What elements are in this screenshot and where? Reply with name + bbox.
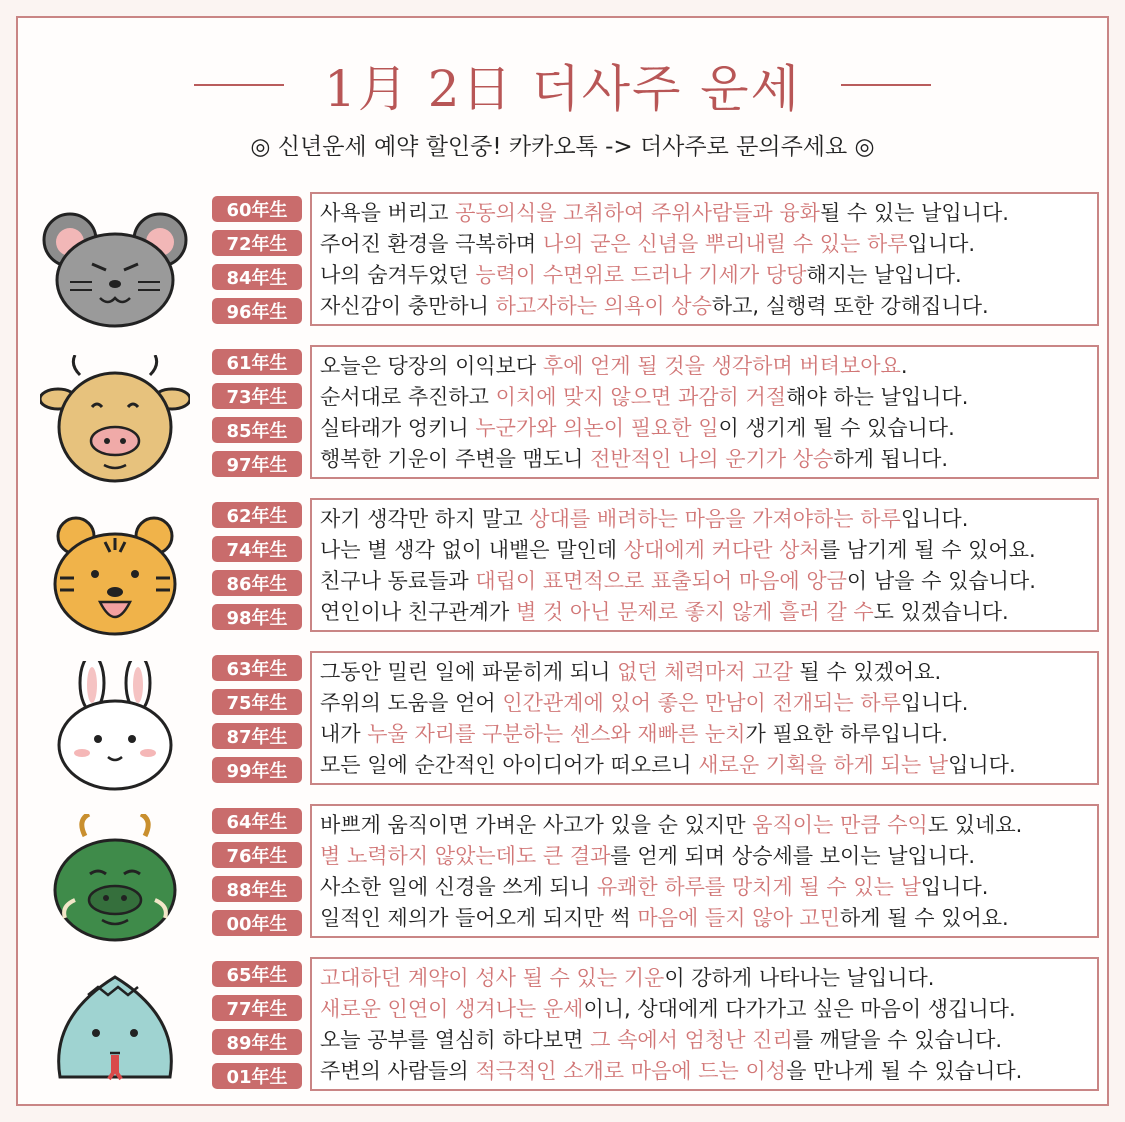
fortune-line bbox=[320, 810, 1089, 841]
fortune-text: 를 깨달을 수 있습니다. bbox=[792, 1028, 1003, 1052]
birth-year-badge: 86年生 bbox=[212, 570, 302, 596]
birth-year-badge: 00年生 bbox=[212, 910, 302, 936]
fortune-line bbox=[320, 597, 1089, 628]
fortune-text: 이니, 상대에게 다가가고 싶은 마음이 생깁니다. bbox=[583, 997, 1016, 1021]
fortune-text: 일적인 제의가 들어오게 되지만 썩 bbox=[320, 906, 638, 930]
fortune-line bbox=[320, 504, 1089, 535]
fortune-text: 행복한 기운이 주변을 맴도니 bbox=[320, 447, 591, 471]
birth-year-badge: 85年生 bbox=[212, 417, 302, 443]
fortune-text: 하게 됩니다. bbox=[833, 447, 949, 471]
fortune-highlight: 새로운 기획을 하게 되는 날 bbox=[698, 753, 949, 777]
fortune-text: 이 생기게 될 수 있습니다. bbox=[718, 416, 955, 440]
fortune-text: 해야 하는 날입니다. bbox=[786, 385, 969, 409]
birth-year-badge: 76年生 bbox=[212, 842, 302, 868]
fortune-highlight: 인간관계에 있어 좋은 만남이 전개되는 하루 bbox=[502, 691, 901, 715]
fortune-line bbox=[320, 291, 1089, 322]
fortune-line bbox=[320, 994, 1089, 1025]
fortune-highlight: 후에 얻게 될 것을 생각하며 버텨보아요 bbox=[542, 354, 901, 378]
fortune-row-tiger bbox=[0, 498, 1125, 640]
fortune-line bbox=[320, 872, 1089, 903]
fortune-text: 될 수 있겠어요. bbox=[792, 660, 942, 684]
birth-year-badge: 01年生 bbox=[212, 1063, 302, 1089]
birth-year-badge: 74年生 bbox=[212, 536, 302, 562]
fortune-text: 그동안 밀린 일에 파묻히게 되니 bbox=[320, 660, 618, 684]
birth-year-badge: 89年生 bbox=[212, 1029, 302, 1055]
fortune-highlight: 별 노력하지 않았는데도 큰 결과 bbox=[320, 844, 611, 868]
birth-year-badge: 60年生 bbox=[212, 196, 302, 222]
birth-year-badge: 77年生 bbox=[212, 995, 302, 1021]
fortune-highlight: 없던 체력마저 고갈 bbox=[617, 660, 793, 684]
snake-icon bbox=[40, 967, 190, 1097]
birth-year-badge: 61年生 bbox=[212, 349, 302, 375]
fortune-highlight: 적극적인 소개로 마음에 드는 이성 bbox=[475, 1059, 787, 1083]
fortune-highlight: 고대하던 계약이 성사 될 수 있는 기운 bbox=[320, 966, 665, 990]
rabbit-icon bbox=[40, 661, 190, 791]
fortune-line bbox=[320, 719, 1089, 750]
fortune-text: 이 강하게 나타나는 날입니다. bbox=[664, 966, 935, 990]
fortune-text: 오늘은 당장의 이익보다 bbox=[320, 354, 543, 378]
fortune-line bbox=[320, 382, 1089, 413]
fortune-text: 사욕을 버리고 bbox=[320, 201, 456, 225]
fortune-highlight: 그 속에서 엄청난 진리 bbox=[590, 1028, 793, 1052]
fortune-text: 입니다. bbox=[900, 507, 969, 531]
fortune-text: 순서대로 추진하고 bbox=[320, 385, 496, 409]
birth-year-badge: 62年生 bbox=[212, 502, 302, 528]
fortune-highlight: 상대를 배려하는 마음을 가져야하는 하루 bbox=[529, 507, 901, 531]
fortune-text: 내가 bbox=[320, 722, 368, 746]
birth-year-badge: 97年生 bbox=[212, 451, 302, 477]
dragon-icon bbox=[40, 814, 190, 944]
fortune-text: 나의 숨겨두었던 bbox=[320, 263, 476, 287]
fortune-text-box bbox=[310, 957, 1099, 1091]
birth-year-badge: 99年生 bbox=[212, 757, 302, 783]
page-subtitle: ◎ 신년운세 예약 할인중! 카카오톡 -> 더사주로 문의주세요 ◎ bbox=[250, 134, 875, 160]
fortune-text: 입니다. bbox=[907, 232, 976, 256]
birth-year-list bbox=[212, 349, 302, 485]
fortune-text: 하고, 실행력 또한 강해집니다. bbox=[711, 294, 989, 318]
fortune-text: 해지는 날입니다. bbox=[806, 263, 962, 287]
fortune-highlight: 능력이 수면위로 드러나 기세가 당당 bbox=[475, 263, 807, 287]
fortune-row-rabbit bbox=[0, 651, 1125, 793]
fortune-line bbox=[320, 351, 1089, 382]
birth-year-badge: 84年生 bbox=[212, 264, 302, 290]
fortune-text: 연인이나 친구관계가 bbox=[320, 600, 516, 624]
fortune-text: 를 얻게 되며 상승세를 보이는 날입니다. bbox=[610, 844, 976, 868]
fortune-text: 이 남을 수 있습니다. bbox=[846, 569, 1036, 593]
fortune-line bbox=[320, 566, 1089, 597]
fortune-text: 자신감이 충만하니 bbox=[320, 294, 496, 318]
birth-year-list bbox=[212, 196, 302, 332]
fortune-highlight: 마음에 들지 않아 고민 bbox=[637, 906, 840, 930]
birth-year-badge: 75年生 bbox=[212, 689, 302, 715]
fortune-text: 을 만나게 될 수 있습니다. bbox=[786, 1059, 1023, 1083]
birth-year-badge: 96年生 bbox=[212, 298, 302, 324]
ox-icon bbox=[40, 355, 190, 485]
fortune-text: 입니다. bbox=[900, 691, 969, 715]
fortune-text-box bbox=[310, 345, 1099, 479]
fortune-line bbox=[320, 229, 1089, 260]
fortune-highlight: 상대에게 커다란 상처 bbox=[623, 538, 820, 562]
birth-year-badge: 72年生 bbox=[212, 230, 302, 256]
fortune-text: 가 필요한 하루입니다. bbox=[745, 722, 949, 746]
birth-year-badge: 98年生 bbox=[212, 604, 302, 630]
fortune-highlight: 전반적인 나의 운기가 상승 bbox=[590, 447, 834, 471]
fortune-text-box bbox=[310, 498, 1099, 632]
fortune-text-box bbox=[310, 192, 1099, 326]
fortune-highlight: 공동의식을 고취하여 주위사람들과 융화 bbox=[455, 201, 820, 225]
fortune-highlight: 별 것 아닌 문제로 좋지 않게 흘러 갈 수 bbox=[515, 600, 874, 624]
fortune-line bbox=[320, 750, 1089, 781]
birth-year-list bbox=[212, 502, 302, 638]
fortune-highlight: 대립이 표면적으로 표출되어 마음에 앙금 bbox=[475, 569, 847, 593]
fortune-row-ox bbox=[0, 345, 1125, 487]
fortune-text: 모든 일에 순간적인 아이디어가 떠오르니 bbox=[320, 753, 699, 777]
fortune-line bbox=[320, 535, 1089, 566]
fortune-line bbox=[320, 1056, 1089, 1087]
page-title: 1月 2日 더사주 운세 bbox=[324, 60, 801, 118]
fortune-text: . bbox=[900, 354, 908, 378]
fortune-text: 나는 별 생각 없이 내뱉은 말인데 bbox=[320, 538, 624, 562]
fortune-highlight: 유쾌한 하루를 망치게 될 수 있는 날 bbox=[596, 875, 921, 899]
fortune-text: 주변의 사람들의 bbox=[320, 1059, 476, 1083]
fortune-line bbox=[320, 198, 1089, 229]
fortune-highlight: 하고자하는 의욕이 상승 bbox=[495, 294, 712, 318]
title-divider-right bbox=[841, 84, 931, 86]
fortune-line bbox=[320, 1025, 1089, 1056]
fortune-highlight: 누군가와 의논이 필요한 일 bbox=[475, 416, 719, 440]
fortune-text: 도 있겠습니다. bbox=[873, 600, 1009, 624]
fortune-text-box bbox=[310, 804, 1099, 938]
birth-year-list bbox=[212, 808, 302, 944]
fortune-row-rat bbox=[0, 192, 1125, 334]
fortune-highlight: 새로운 인연이 생겨나는 운세 bbox=[320, 997, 584, 1021]
title-divider-left bbox=[194, 84, 284, 86]
birth-year-badge: 64年生 bbox=[212, 808, 302, 834]
header bbox=[0, 50, 1125, 120]
fortune-line bbox=[320, 841, 1089, 872]
fortune-text: 도 있네요. bbox=[927, 813, 1023, 837]
fortune-text: 오늘 공부를 열심히 하다보면 bbox=[320, 1028, 591, 1052]
fortune-text: 주어진 환경을 극복하며 bbox=[320, 232, 543, 256]
fortune-text: 하게 될 수 있어요. bbox=[840, 906, 1009, 930]
rat-icon bbox=[40, 202, 190, 332]
fortune-row-snake bbox=[0, 957, 1125, 1099]
tiger-icon bbox=[40, 508, 190, 638]
fortune-highlight: 누울 자리를 구분하는 센스와 재빠른 눈치 bbox=[367, 722, 746, 746]
fortune-text: 될 수 있는 날입니다. bbox=[819, 201, 1009, 225]
fortune-text: 실타래가 엉키니 bbox=[320, 416, 476, 440]
fortune-line bbox=[320, 260, 1089, 291]
fortune-line bbox=[320, 688, 1089, 719]
birth-year-badge: 73年生 bbox=[212, 383, 302, 409]
fortune-text: 를 남기게 될 수 있어요. bbox=[819, 538, 1036, 562]
fortune-line bbox=[320, 657, 1089, 688]
birth-year-badge: 63年生 bbox=[212, 655, 302, 681]
birth-year-badge: 87年生 bbox=[212, 723, 302, 749]
fortune-line bbox=[320, 963, 1089, 994]
birth-year-list bbox=[212, 655, 302, 791]
birth-year-badge: 88年生 bbox=[212, 876, 302, 902]
fortune-text: 친구나 동료들과 bbox=[320, 569, 476, 593]
fortune-highlight: 나의 굳은 신념을 뿌리내릴 수 있는 하루 bbox=[542, 232, 908, 256]
birth-year-badge: 65年生 bbox=[212, 961, 302, 987]
fortune-text: 주위의 도움을 얻어 bbox=[320, 691, 503, 715]
fortune-text-box bbox=[310, 651, 1099, 785]
fortune-line bbox=[320, 444, 1089, 475]
fortune-highlight: 움직이는 만큼 수익 bbox=[752, 813, 928, 837]
fortune-text: 바쁘게 움직이면 가벼운 사고가 있을 순 있지만 bbox=[320, 813, 753, 837]
birth-year-list bbox=[212, 961, 302, 1097]
fortune-text: 자기 생각만 하지 말고 bbox=[320, 507, 530, 531]
fortune-line bbox=[320, 903, 1089, 934]
fortune-text: 입니다. bbox=[948, 753, 1016, 777]
fortune-line bbox=[320, 413, 1089, 444]
fortune-highlight: 이치에 맞지 않으면 과감히 거절 bbox=[495, 385, 787, 409]
fortune-text: 사소한 일에 신경을 쓰게 되니 bbox=[320, 875, 597, 899]
fortune-text: 입니다. bbox=[920, 875, 989, 899]
fortune-row-dragon bbox=[0, 804, 1125, 946]
